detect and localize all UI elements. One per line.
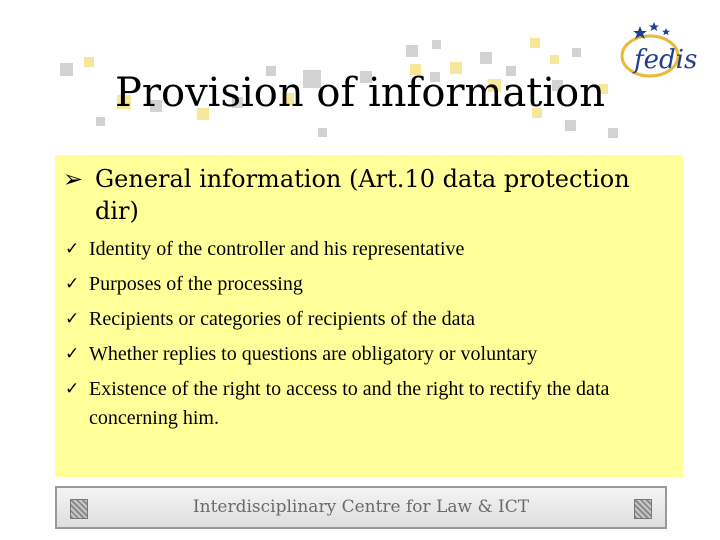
checkmark-icon: ✓ xyxy=(65,274,80,294)
arrow-bullet-icon: ➢ xyxy=(63,165,84,193)
content-box xyxy=(55,155,683,477)
list-item-text: Recipients or categories of recipients of the data xyxy=(89,308,475,330)
slide-title: Provision of information xyxy=(114,70,606,116)
checkmark-icon: ✓ xyxy=(65,379,80,399)
list-item-text: Whether replies to questions are obligatory or voluntary xyxy=(89,343,538,365)
checkmark-icon: ✓ xyxy=(65,344,80,364)
list-item-text: Purposes of the processing xyxy=(89,273,303,295)
main-bullet-point xyxy=(63,163,673,227)
list-item xyxy=(63,270,673,299)
list-item xyxy=(63,340,673,369)
list-item xyxy=(63,235,673,264)
sub-point-list xyxy=(63,235,673,433)
ict-emblem-icon xyxy=(634,499,652,519)
footer-text: Interdisciplinary Centre for Law & ICT xyxy=(192,497,530,517)
list-item-text: Existence of the right to access to and the right to rectify the data concerning him. xyxy=(89,378,610,429)
logo-text: fedis xyxy=(634,45,698,75)
checkmark-icon: ✓ xyxy=(65,239,80,259)
checkmark-icon: ✓ xyxy=(65,309,80,329)
footer-bar xyxy=(55,486,667,529)
list-item xyxy=(63,305,673,334)
list-item-text: Identity of the controller and his representative xyxy=(89,238,465,260)
main-point-text: General information (Art.10 data protection dir) xyxy=(95,165,630,225)
list-item xyxy=(63,375,673,433)
